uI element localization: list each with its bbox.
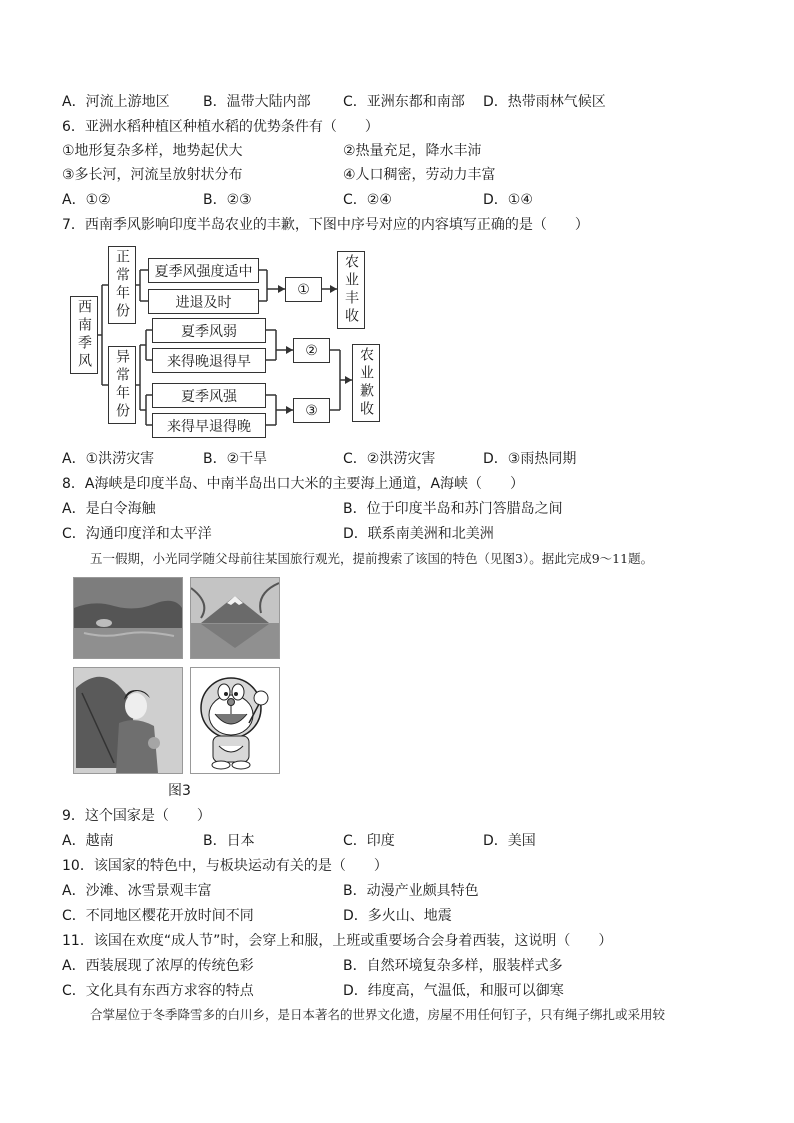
mount-fuji-photo [190, 577, 280, 659]
q5-option-a: A．河流上游地区 [62, 94, 170, 110]
q6-item-2: ②热量充足，降水丰沛 [343, 143, 482, 159]
figure-caption: 图3 [168, 783, 191, 799]
q7-option-d: D．③雨热同期 [483, 451, 577, 467]
q6-option-b: B．②③ [203, 192, 252, 208]
q9-option-b: B．日本 [203, 833, 255, 849]
kimono-woman-photo [73, 667, 183, 774]
q9-option-a: A．越南 [62, 833, 114, 849]
q11-option-b: B．自然环境复杂多样，服装样式多 [343, 958, 563, 974]
node-agriculture-harvest: 农业丰收 [337, 251, 365, 329]
q8-option-d: D．联系南美洲和北美洲 [343, 526, 494, 542]
q7-option-c: C．②洪涝灾害 [343, 451, 436, 467]
node-marker-3: ③ [293, 398, 330, 423]
q8-option-c: C．沟通印度洋和太平洋 [62, 526, 212, 542]
q9-option-d: D．美国 [483, 833, 536, 849]
q7-option-b: B．②干旱 [203, 451, 268, 467]
node-monsoon-moderate: 夏季风强度适中 [148, 258, 259, 283]
mount-fuji-photo-art [191, 578, 279, 658]
q5-option-d: D．热带雨林气候区 [483, 94, 606, 110]
q6-option-d: D．①④ [483, 192, 533, 208]
node-late-early: 来得晚退得早 [152, 348, 266, 373]
node-marker-2: ② [293, 338, 330, 363]
q11-option-a: A．西装展现了浓厚的传统色彩 [62, 958, 254, 974]
node-early-late: 来得早退得晚 [152, 413, 266, 438]
doraemon-photo [190, 667, 280, 774]
kimono-woman-photo-art [74, 668, 182, 773]
node-abnormal-year: 异常年份 [108, 346, 136, 424]
passage-gassho-house: 合掌屋位于冬季降雪多的白川乡，是日本著名的世界文化遗，房屋不用任何钉子，只有绳子绑扎或采用较 [90, 1007, 666, 1022]
node-southwest-monsoon: 西南季风 [70, 296, 98, 374]
q10-option-d: D．多火山、地震 [343, 908, 452, 924]
node-normal-year: 正常年份 [108, 246, 136, 324]
q9-stem: 9．这个国家是（ ） [62, 808, 211, 824]
q6-item-4: ④人口稠密，劳动力丰富 [343, 167, 496, 183]
q6-stem: 6．亚洲水稻种植区种植水稻的优势条件有（ ） [62, 119, 379, 135]
q8-option-b: B．位于印度半岛和苏门答腊岛之间 [343, 501, 563, 517]
node-monsoon-strong: 夏季风强 [152, 383, 266, 408]
q6-item-3: ③多长河，河流呈放射状分布 [62, 167, 243, 183]
node-marker-1: ① [285, 277, 322, 302]
node-agriculture-failure: 农业歉收 [352, 344, 380, 422]
q10-option-c: C．不同地区樱花开放时间不同 [62, 908, 254, 924]
q7-stem: 7．西南季风影响印度半岛农业的丰歉，下图中序号对应的内容填写正确的是（ ） [62, 217, 589, 233]
passage-trip-intro: 五一假期，小光同学随父母前往某国旅行观光，提前搜索了该国的特色（见图3）。据此完成9～11题。 [90, 551, 654, 566]
q6-item-1: ①地形复杂多样，地势起伏大 [62, 143, 243, 159]
q10-option-a: A．沙滩、冰雪景观丰富 [62, 883, 212, 899]
node-monsoon-weak: 夏季风弱 [152, 318, 266, 343]
doraemon-photo-art [191, 668, 279, 773]
q5-option-b: B．温带大陆内部 [203, 94, 311, 110]
landscape-photo-art [74, 578, 182, 658]
q11-option-d: D．纬度高，气温低，和服可以御寒 [343, 983, 564, 999]
q6-option-c: C．②④ [343, 192, 392, 208]
q10-option-b: B．动漫产业颇具特色 [343, 883, 479, 899]
node-timely-advance: 进退及时 [148, 289, 259, 314]
q11-option-c: C．文化具有东西方求容的特点 [62, 983, 254, 999]
q6-option-a: A．①② [62, 192, 111, 208]
q8-option-a: A．是白令海触 [62, 501, 156, 517]
landscape-photo [73, 577, 183, 659]
q8-stem: 8．A海峡是印度半岛、中南半岛出口大米的主要海上通道，A海峡（ ） [62, 476, 525, 492]
q5-option-c: C．亚洲东都和南部 [343, 94, 465, 110]
q10-stem: 10．该国家的特色中，与板块运动有关的是（ ） [62, 858, 388, 874]
q9-option-c: C．印度 [343, 833, 395, 849]
q11-stem: 11．该国在欢度“成人节”时，会穿上和服，上班或重要场合会身着西装，这说明（ ） [62, 933, 613, 949]
q7-option-a: A．①洪涝灾害 [62, 451, 155, 467]
